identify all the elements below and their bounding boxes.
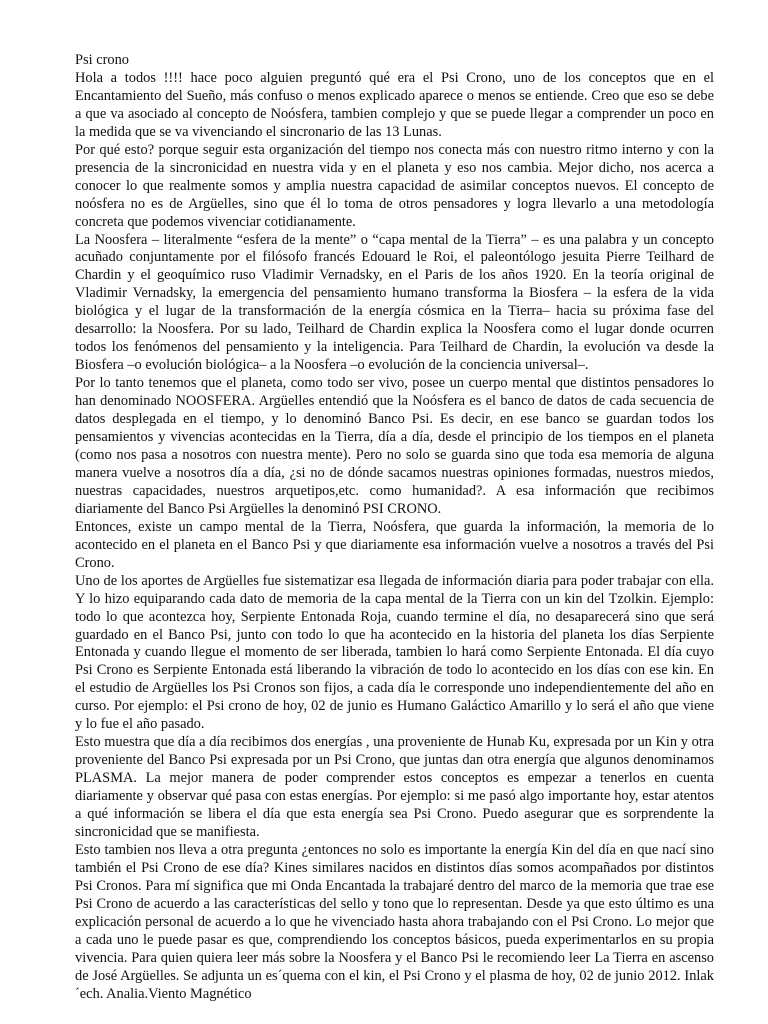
paragraph-energias: Esto muestra que día a día recibimos dos energías , una proveniente de Hunab Ku, expresada por un Kin y otra proveniente del Banco Psi expresada por un Psi Crono, que juntas dan otra energía que algunos denominamos PLASMA. La mejor manera de poder comprender estos conceptos es empezar a tenerlos en cuenta diariamente y observar qué pasa con estas energías. Por ejemplo: si me pasó algo importante hoy, estar atentos a qué información se libera el día que esta energía sea Psi Crono. Puedo asegurar que es sorprendente la sincronicidad que se manifiesta.: [75, 734, 714, 840]
document-title: Psi crono: [75, 52, 129, 68]
paragraph-noosfera: La Noosfera – literalmente “esfera de la mente” o “capa mental de la Tierra” – es una palabra y un concepto acuñado conjuntamente por el filósofo francés Edouard le Roi, el paleontólogo jesuita Pierre Teilhard de Chardin y el geoquímico ruso Vladimir Vernadsky, en el Paris de los años 1920. En la teoría original de Vladimir Vernadsky, la emergencia del pensamiento humano transforma la Biosfera – la esfera de la vida biológica y el lugar de la transformación de la energía cósmica en la Tierra– hacia su próxima fase del desarrollo: la Noosfera. Por su lado, Teilhard de Chardin explica la Noosfera como el lugar donde ocurren todos los fenómenos del pensamiento y la inteligencia. Para Teilhard de Chardin, la evolución va desde la Biosfera –o evolución biológica– a la Noosfera –o evolución de la conciencia universal–.: [75, 231, 714, 374]
paragraph-campo-mental: Entonces, existe un campo mental de la Tierra, Noósfera, que guarda la información, la memoria de lo acontecido en el planeta en el Banco Psi y que diariamente esa información vuelve a nosotros a través del Psi Crono.: [75, 518, 714, 571]
paragraph-pregunta: Esto tambien nos lleva a otra pregunta ¿entonces no solo es importante la energía Kin del día en que nací sino también el Psi Crono de ese día? Kines similares nacidos en distintos días somos acompañados por distintos Psi Cronos. Para mí significa que mi Onda Encantada la trabajaré dentro del marco de la memoria que trae ese Psi Crono de acuerdo a las características del sello y tono que lo representan. Desde ya que esto último es una explicación personal de acuerdo a lo que he vivenciado hasta ahora trabajando con el Psi Crono. Lo mejor que a cada uno le puede pasar es que, comprendiendo los conceptos básicos, pueda experimentarlos en su propia vivencia. Para quien quiera leer más sobre la Noosfera y el Banco Psi le recomiendo leer La Tierra en ascenso de José Argüelles. Se adjunta un es´quema con el kin, el Psi Crono y el plasma de hoy, 02 de junio 2012. Inlak´ech. Analia.Viento Magnético: [75, 841, 714, 1002]
paragraph-aportes: Uno de los aportes de Argüelles fue sistematizar esa llegada de información diaria para poder trabajar con ella. Y lo hizo equiparando cada dato de memoria de la capa mental de la Tierra con un kin del Tzolkin. Ejemplo: todo lo que acontezca hoy, Serpiente Entonada Roja, cuando termine el día, no desaparecerá sino que será guardado en el Banco Psi, junto con todo lo que ha acontecido en la historia del planeta los días Serpiente Entonada y cuando llegue el momento de ser liberada, tambien lo hará como Serpiente Entonada. El día cuyo Psi Crono es Serpiente Entonada está liberando la vibración de todo lo acontecido en los días con ese kin. En el estudio de Argüelles los Psi Cronos son fijos, a cada día le corresponde uno independientemente del año en curso. Por ejemplo: el Psi crono de hoy, 02 de junio es Humano Galáctico Amarillo y lo será el año que viene y lo fue el año pasado.: [75, 572, 714, 733]
paragraph-why: Por qué esto? porque seguir esta organización del tiempo nos conecta más con nuestro ritmo interno y con la presencia de la sincronicidad en nuestra vida y en el planeta y eso nos cambia. Mejor dicho, nos acerca a conocer lo que realmente somos y amplia nuestra capacidad de asimilar conceptos nuevos. El concepto de noósfera no es de Argüelles, sino que él lo toma de otros pensadores y logra llevarlo a una metodología concreta que podemos vivenciar cotidianamente.: [75, 141, 714, 230]
paragraph-intro: Hola a todos !!!! hace poco alguien preguntó qué era el Psi Crono, uno de los conceptos que en el Encantamiento del Sueño, más confuso o menos explicado aparece o menos se entiende. Creo que eso se debe a que va asociado al concepto de Noósfera, tambien complejo y que se puede llegar a comprender un poco en la medida que se va vivenciando el sincronario de las 13 Lunas.: [75, 69, 714, 140]
paragraph-banco-psi: Por lo tanto tenemos que el planeta, como todo ser vivo, posee un cuerpo mental que distintos pensadores lo han denominado NOOSFERA. Argüelles entendió que la Noósfera es el banco de datos de cada secuencia de datos desplegada en el tiempo, y lo denominó Banco Psi. Es decir, en ese banco se guardan todos los pensamientos y vivencias acontecidas en la Tierra, día a día, desde el principio de los tiempos en el planeta (como nos pasa a nosotros con nuestra mente). Pero no solo se guarda sino que toda esa memoria de alguna manera vuelve a nosotros día a día, ¿si no de dónde sacamos nuestras opiniones formadas, nuestros miedos, nuestras capacidades, nuestros arquetipos,etc. como humanidad?. A esa información que recibimos diariamente del Banco Psi Argüelles la denominó PSI CRONO.: [75, 375, 714, 517]
